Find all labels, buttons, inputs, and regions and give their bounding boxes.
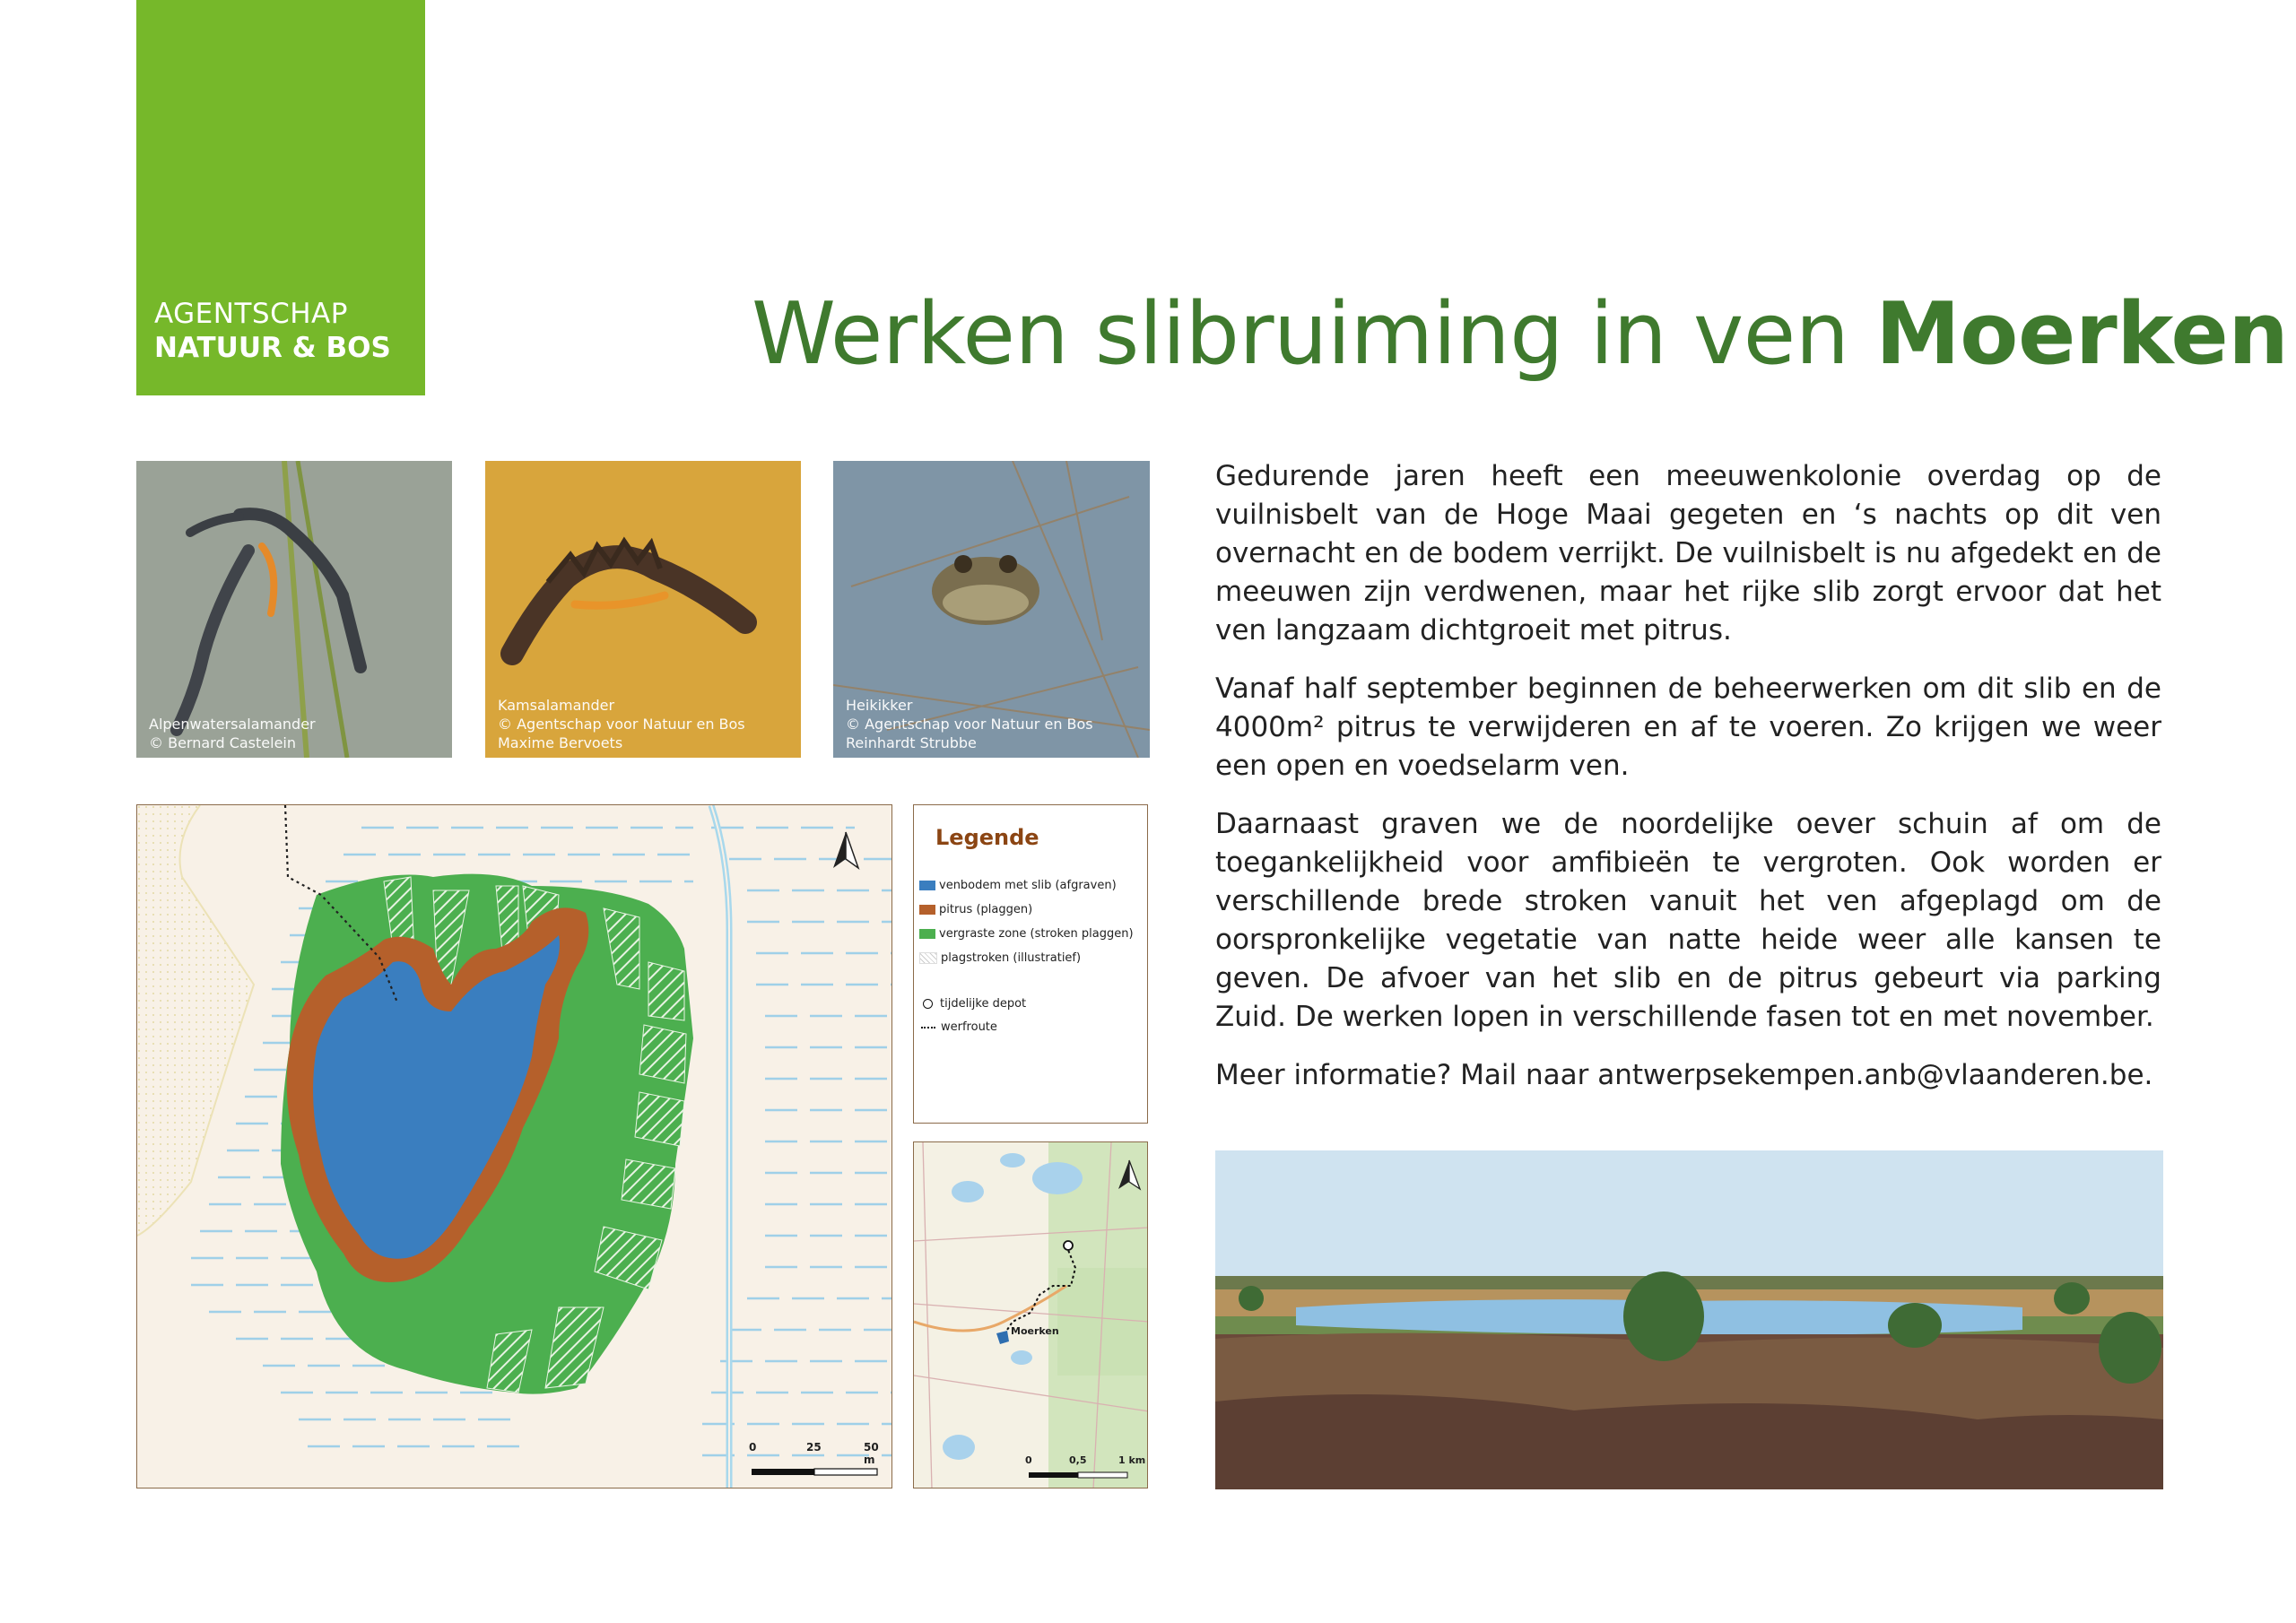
detail-map <box>136 804 892 1488</box>
landscape-photo <box>1215 1150 2163 1489</box>
locator-scale-05: 0,5 <box>1069 1454 1087 1466</box>
map-legend <box>913 804 1148 1124</box>
scale-label-50: 50 m <box>864 1441 879 1466</box>
photo2-caption-line1: Kamsalamander <box>498 697 615 714</box>
photo-kamsalamander <box>485 461 801 758</box>
legend-item-depot <box>923 997 1026 1011</box>
locator-map <box>913 1141 1148 1488</box>
legend-item-venbodem <box>919 879 1117 892</box>
legend-swatch-brown <box>919 905 935 915</box>
legend-label: vergraste zone (stroken plaggen) <box>939 927 1134 941</box>
legend-label: werfroute <box>941 1020 997 1034</box>
legend-swatch-hatch <box>919 952 937 964</box>
dashed-line-icon <box>921 1027 935 1028</box>
legend-item-werfroute <box>921 1020 997 1034</box>
legend-label: plagstroken (illustratief) <box>941 951 1082 965</box>
legend-swatch-blue <box>919 881 935 890</box>
legend-label: pitrus (plaggen) <box>939 903 1033 916</box>
legend-title: Legende <box>935 825 1039 850</box>
locator-scale-0: 0 <box>1025 1454 1032 1466</box>
legend-label: tijdelijke depot <box>940 997 1027 1011</box>
logo-line1: AGENTSCHAP <box>154 298 348 330</box>
title-regular: Werken slibruiming in ven <box>752 285 1876 384</box>
title-bold: Moerken <box>1875 285 2289 384</box>
legend-swatch-green <box>919 929 935 939</box>
photo1-caption-line1: Alpenwatersalamander <box>149 716 316 733</box>
locator-scale-1: 1 km <box>1118 1454 1146 1466</box>
body-text <box>1215 457 2161 1115</box>
paragraph-3: Daarnaast graven we de noordelijke oever schuin af om de toegankelijkheid voor amfibieën te vergroten. Ook worden er verschillende brede stroken vanuit het ven afgeplagd om de oorspronkelijke vegetatie van natte heide weer alle kansen te geven. De afvoer van het slib en de pitrus gebeurt via parking Zuid. De werken lopen in verschillende fasen tot en met november. <box>1215 808 2161 1033</box>
locator-place-label: Moerken <box>1011 1325 1059 1337</box>
legend-label: venbodem met slib (afgraven) <box>939 879 1117 892</box>
photo3-caption-line3: Reinhardt Strubbe <box>846 734 977 751</box>
photo-alpenwatersalamander <box>136 461 452 758</box>
legend-item-plagstroken <box>919 951 1081 965</box>
page-title <box>752 285 2289 384</box>
photo2-caption-line3: Maxime Bervoets <box>498 734 623 751</box>
photo3-caption-line1: Heikikker <box>846 697 913 714</box>
logo <box>136 0 425 395</box>
photo-heikikker <box>833 461 1150 758</box>
paragraph-1: Gedurende jaren heeft een meeuwenkolonie overdag op de vuilnisbelt van de Hoge Maai gegeten en ‘s nachts op dit ven overnacht en de bodem verrijkt. De vuilnisbelt is nu afgedekt en de meeuwen zijn verdwenen, maar het rijke slib zorgt ervoor dat het ven langzaam dichtgroeit met pitrus. <box>1215 460 2161 647</box>
logo-line2: NATUUR & BOS <box>154 332 391 364</box>
circle-icon <box>923 999 933 1009</box>
photo2-caption-line2: © Agentschap voor Natuur en Bos <box>498 716 745 733</box>
photo3-caption-line2: © Agentschap voor Natuur en Bos <box>846 716 1093 733</box>
paragraph-4: Meer informatie? Mail naar antwerpsekempen.anb@vlaanderen.be. <box>1215 1059 2153 1091</box>
paragraph-2: Vanaf half september beginnen de beheerwerken om dit slib en de 4000m² pitrus te verwijderen en af te voeren. Zo krijgen we weer een open en voedselarm ven. <box>1215 673 2161 782</box>
scale-label-0: 0 <box>749 1441 757 1454</box>
legend-item-pitrus <box>919 903 1032 916</box>
scale-label-25: 25 <box>806 1441 822 1454</box>
legend-item-vergraste-zone <box>919 927 1134 941</box>
photo1-caption-line2: © Bernard Castelein <box>149 734 296 751</box>
